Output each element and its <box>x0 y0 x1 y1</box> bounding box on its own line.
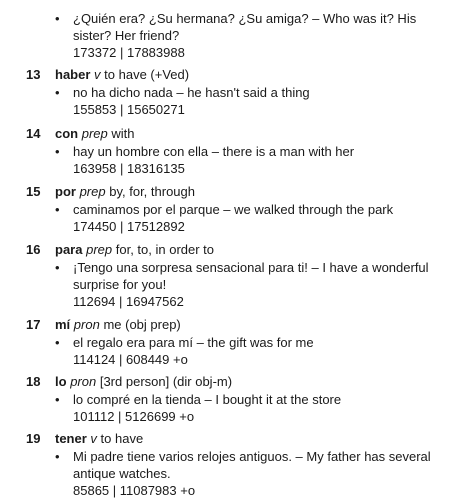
entry-number: 15 <box>26 184 41 199</box>
example-block <box>55 10 447 61</box>
frequency-numbers: 85865 | 11087983 +o <box>73 483 196 498</box>
part-of-speech: v <box>94 67 101 82</box>
gloss: me (obj prep) <box>103 317 181 332</box>
part-of-speech: pron <box>73 317 100 332</box>
gloss: to have <box>100 431 144 446</box>
bullet-icon: • <box>55 335 60 350</box>
entry-headword-line <box>55 373 232 390</box>
entry-number: 16 <box>26 242 41 257</box>
gloss: for, to, in order to <box>115 242 215 257</box>
entry-headword-line <box>55 183 195 200</box>
frequency-numbers: 155853 | 15650271 <box>73 102 185 117</box>
gloss: with <box>111 126 135 141</box>
entry-headword-line <box>55 430 143 447</box>
part-of-speech: prep <box>81 126 108 141</box>
example-block <box>55 84 447 118</box>
example-text: no ha dicho nada – he hasn't said a thing <box>73 85 310 100</box>
gloss: by, for, through <box>109 184 195 199</box>
gloss: [3rd person] (dir obj-m) <box>99 374 233 389</box>
example-text: ¿Quién era? ¿Su hermana? ¿Su amiga? – Who was it? His sister? Her friend? <box>73 11 417 43</box>
frequency-numbers: 114124 | 608449 +o <box>73 352 188 367</box>
headword: con <box>55 126 79 141</box>
example-text: Mi padre tiene varios relojes antiguos. – My father has several antique watches. <box>73 449 431 481</box>
example-block <box>55 201 447 235</box>
bullet-icon: • <box>55 11 60 26</box>
bullet-icon: • <box>55 260 60 275</box>
example-block <box>55 448 447 499</box>
example-text: caminamos por el parque – we walked through the park <box>73 202 394 217</box>
example-text: el regalo era para mí – the gift was for me <box>73 335 314 350</box>
frequency-numbers: 173372 | 17883988 <box>73 45 185 60</box>
headword: lo <box>55 374 67 389</box>
entry-headword-line <box>55 125 135 142</box>
bullet-icon: • <box>55 449 60 464</box>
bullet-icon: • <box>55 202 60 217</box>
headword: por <box>55 184 76 199</box>
entry-number: 19 <box>26 431 41 446</box>
frequency-numbers: 163958 | 18316135 <box>73 161 185 176</box>
bullet-icon: • <box>55 392 60 407</box>
entry-number: 13 <box>26 67 41 82</box>
part-of-speech: v <box>90 431 97 446</box>
headword: para <box>55 242 83 257</box>
bullet-icon: • <box>55 85 60 100</box>
example-text: ¡Tengo una sorpresa sensacional para ti! – I have a wonderful surprise for you! <box>73 260 429 292</box>
entry-number: 17 <box>26 317 41 332</box>
gloss: to have (+Ved) <box>104 67 190 82</box>
headword: tener <box>55 431 87 446</box>
frequency-numbers: 174450 | 17512892 <box>73 219 185 234</box>
example-block <box>55 259 447 310</box>
part-of-speech: prep <box>86 242 113 257</box>
example-block <box>55 391 447 425</box>
headword: mí <box>55 317 71 332</box>
example-text: lo compré en la tienda – I bought it at the store <box>73 392 342 407</box>
entry-headword-line <box>55 66 189 83</box>
example-block <box>55 143 447 177</box>
entry-number: 14 <box>26 126 41 141</box>
headword: haber <box>55 67 91 82</box>
example-block <box>55 334 447 368</box>
entry-headword-line <box>55 316 181 333</box>
example-text: hay un hombre con ella – there is a man with her <box>73 144 355 159</box>
frequency-numbers: 112694 | 16947562 <box>73 294 184 309</box>
part-of-speech: pron <box>70 374 97 389</box>
entry-headword-line <box>55 241 214 258</box>
entry-number: 18 <box>26 374 41 389</box>
bullet-icon: • <box>55 144 60 159</box>
frequency-numbers: 101112 | 5126699 +o <box>73 409 195 424</box>
part-of-speech: prep <box>79 184 106 199</box>
